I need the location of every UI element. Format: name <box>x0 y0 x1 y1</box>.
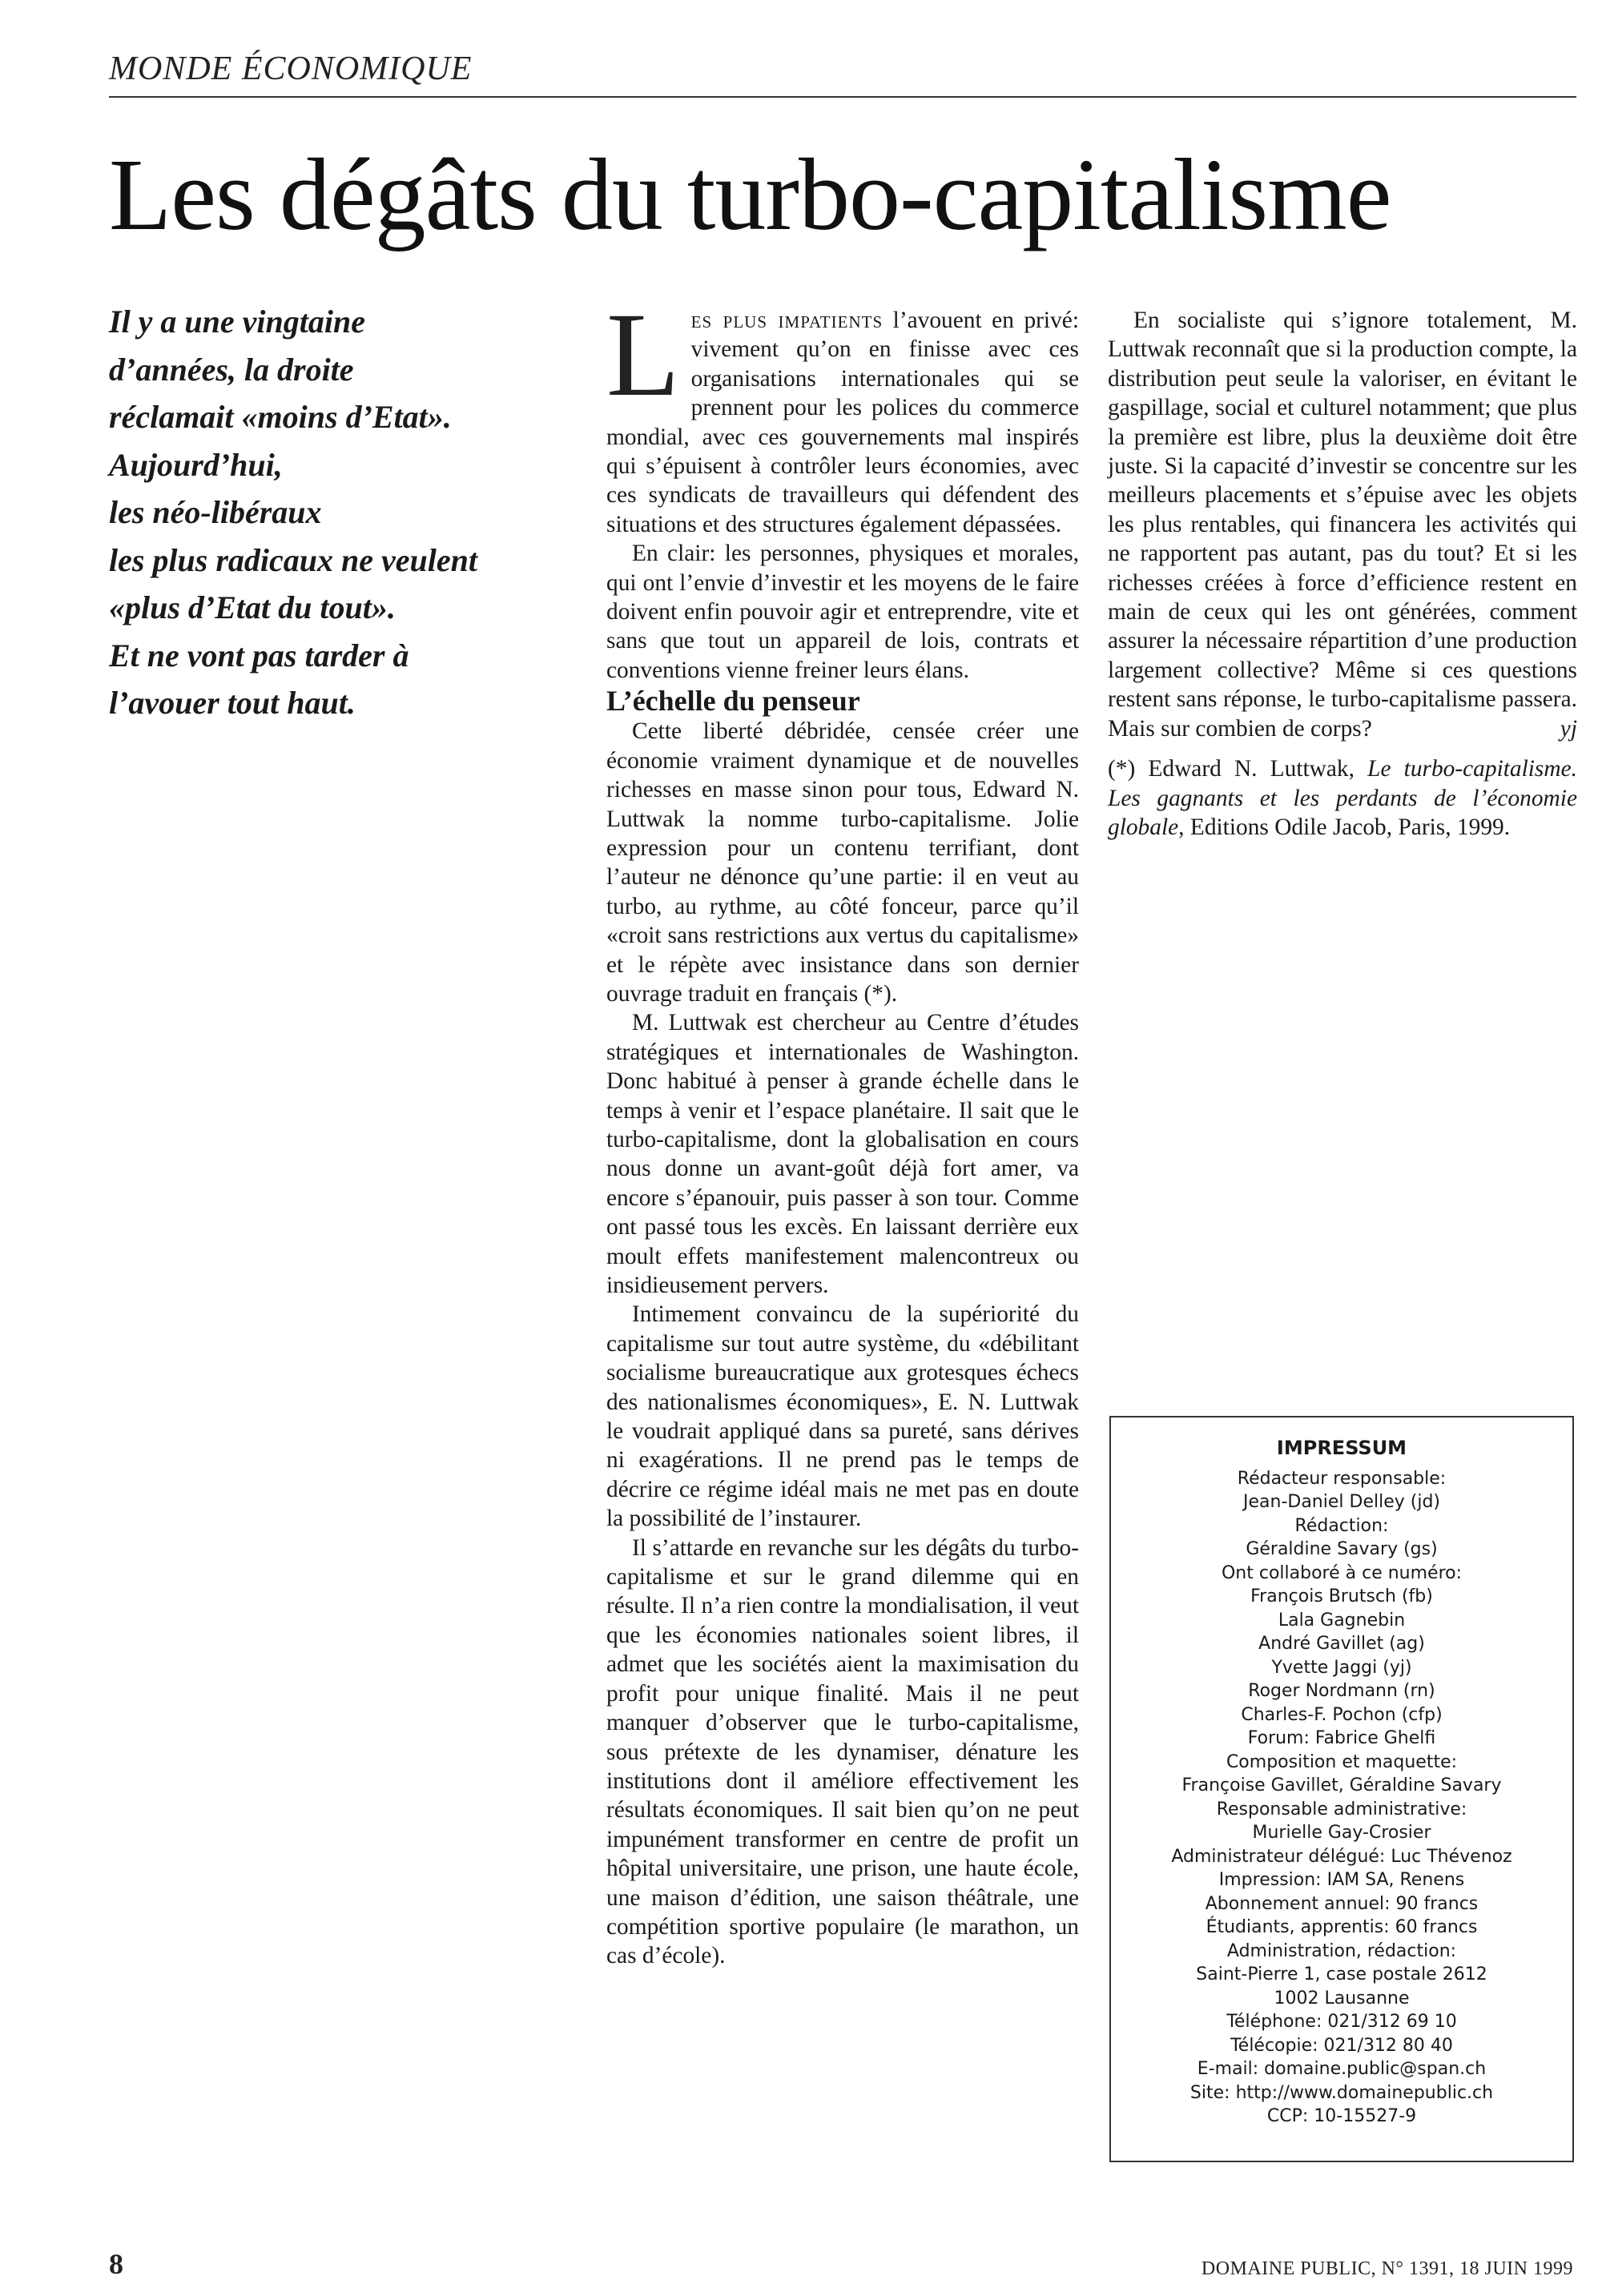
lede-line: Aujourd’hui, <box>109 446 283 483</box>
impressum-line: Françoise Gavillet, Géraldine Savary <box>1181 1775 1502 1795</box>
impressum-line: Rédaction: <box>1294 1515 1389 1536</box>
impressum-line: Saint-Pierre 1, case postale 2612 <box>1196 1964 1487 1984</box>
impressum-line: Composition et maquette: <box>1226 1751 1458 1772</box>
impressum-line: Yvette Jaggi (yj) <box>1271 1657 1412 1678</box>
impressum-box <box>1109 1416 1574 2162</box>
impressum-line: Téléphone: 021/312 69 10 <box>1226 2012 1457 2032</box>
paragraph: Intimement convaincu de la supériorité du capitalisme sur tout autre système, du «débilitant socialisme bureaucratique aux grotesques échecs des nationalismes économiques», E. N. Luttwak le voudrait appliqué dans sa pureté, sans dérives ni exagérations. Il ne prend pas le temps de décrire ce régime idéal mais ne met pas en doute la possibilité de l’instaurer. <box>606 1301 1079 1532</box>
impressum-website[interactable]: Site: http://www.domainepublic.ch <box>1189 2082 1494 2103</box>
impressum-line: Abonnement annuel: 90 francs <box>1205 1893 1479 1914</box>
section-label: MONDE ÉCONOMIQUE <box>109 50 473 87</box>
impressum-line: Murielle Gay-Crosier <box>1252 1823 1431 1843</box>
drop-cap: L <box>606 288 680 421</box>
lede-line: l’avouer tout haut. <box>109 685 356 721</box>
lede <box>109 298 590 727</box>
impressum-line: CCP: 10-15527-9 <box>1266 2106 1417 2126</box>
impressum-line: André Gavillet (ag) <box>1258 1634 1425 1654</box>
impressum-line: Télécopie: 021/312 80 40 <box>1230 2035 1453 2056</box>
footnote-text: (*) Edward N. Luttwak, <box>1108 756 1368 782</box>
impressum-line: Responsable administrative: <box>1216 1799 1467 1820</box>
paragraph: Cette liberté débridée, censée créer une économie vraiment dynamique et de nouvelles richesses en masse sinon pour tous, Edward N. Luttwak la nomme turbo-capitalisme. Jolie expression pour un contenu terrifiant, dont l’auteur ne dénonce qu’une partie: il en veut au turbo, au rythme, au côté fonceur, parce qu’il «croit sans restrictions aux vertus du capitalisme» et le répète avec insistance dans son dernier ouvrage traduit en français (*). <box>606 718 1079 1007</box>
impressum-line: Lala Gagnebin <box>1278 1610 1406 1631</box>
issue-info: DOMAINE PUBLIC, N° 1391, 18 JUIN 1999 <box>1201 2258 1573 2279</box>
footnote-publisher: , Editions Odile Jacob, Paris, 1999. <box>1178 814 1511 840</box>
impressum-line: Jean-Daniel Delley (jd) <box>1243 1492 1440 1512</box>
lede-line: d’années, la droite <box>109 351 354 388</box>
lede-line: les néo-libéraux <box>109 494 322 530</box>
lede-line: Et ne vont pas tarder à <box>109 637 409 674</box>
intro-text: l’avouent en privé: vivement qu’on en finisse avec ces organisations internationales qui se prennent pour les polices du commerce mondial, avec ces gouvernements mal inspirés qui s’épuisent à contrôler leurs économies, avec ces syndicats de travailleurs qui défendent des situations et des structures également dépassées. <box>606 308 1080 537</box>
paragraph <box>1108 306 1577 743</box>
impressum-line: François Brutsch (fb) <box>1250 1586 1433 1606</box>
article-column-2 <box>1108 306 1577 842</box>
paragraph-text: En socialiste qui s’ignore totalement, M. Luttwak reconnaît que si la production compte, la distribution peut seule la valoriser, en évitant le gaspillage, social et culturel notamment; que plus la première est libre, plus la deuxième doit être juste. Si la capacité d’investir se concentre sur les meilleurs placements et s’épuise avec les objets les plus rentables, qui financera les activités qui ne rapportent pas autant, pas du tout? Et si les richesses créées à force d’efficience restent en main de ceux qui les ont générées, comment assurer la nécessaire répartition d’une production largement collective? Même si ces questions restent sans réponse, le turbo-capitalisme passera. Mais sur combien de corps? <box>1108 308 1577 742</box>
article-title: Les dégâts du turbo-capitalisme <box>109 138 1391 251</box>
impressum-line: Rédacteur responsable: <box>1237 1468 1447 1489</box>
intro-small-caps: es plus impatients <box>690 308 884 333</box>
impressum-line: Impression: IAM SA, Renens <box>1218 1870 1465 1890</box>
impressum-line: Forum: Fabrice Ghelfi <box>1247 1728 1436 1748</box>
impressum-line: Administrateur délégué: Luc Thévenoz <box>1171 1846 1512 1867</box>
impressum-line: Administration, rédaction: <box>1226 1940 1457 1961</box>
impressum-line: Géraldine Savary (gs) <box>1246 1539 1438 1559</box>
lede-line: les plus radicaux ne veulent <box>109 541 478 578</box>
subheading: L’échelle du penseur <box>606 685 860 718</box>
page-number: 8 <box>109 2248 123 2280</box>
author-signature: yj <box>1560 715 1577 742</box>
impressum-line: Étudiants, apprentis: 60 francs <box>1206 1917 1478 1937</box>
paragraph: En clair: les personnes, physiques et morales, qui ont l’envie d’investir et les moyens de le faire doivent enfin pouvoir agir et entreprendre, vite et sans que tout un appareil de lois, contrats et conventions vienne freiner leurs élans. <box>606 541 1079 683</box>
lede-line: «plus d’Etat du tout». <box>109 589 396 625</box>
impressum-title: IMPRESSUM <box>1276 1437 1407 1459</box>
footnote-book-title: Le turbo-capitalisme. Les gagnants et les perdants de l’économie globale <box>1108 756 1577 840</box>
impressum-line: 1002 Lausanne <box>1274 1988 1410 2008</box>
header-rule <box>109 96 1576 98</box>
lede-line: réclamait «moins d’Etat». <box>109 399 452 435</box>
impressum-line: Charles-F. Pochon (cfp) <box>1241 1704 1443 1725</box>
footnote <box>1108 754 1577 842</box>
paragraph-intro <box>606 288 1080 539</box>
paragraph-continued: Il s’attarde en revanche sur les dégâts du turbo-capitalisme et sur le grand dilemme qui en résulte. Il n’a rien contre la mondialisation, il veut que les économies nationales soient libres, il admet que les sociétés aient la maximisation du profit pour unique finalité. Mais il ne peut manquer d’observer que le turbo-capitalisme, sous prétexte de les dynamiser, dénature les institutions dont il améliore effectivement les résultats économiques. Il sait bien qu’on ne peut impunément transformer en centre de profit un hôpital universitaire, une prison, une haute école, une maison d’édition, une saison théâtrale, une compétition sportive populaire (le marathon, un cas d’école). <box>606 1534 1079 1969</box>
impressum-line: Roger Nordmann (rn) <box>1248 1681 1435 1701</box>
impressum-line: Ont collaboré à ce numéro: <box>1221 1562 1463 1583</box>
impressum-email[interactable]: E-mail: domaine.public@span.ch <box>1197 2059 1487 2079</box>
paragraph: M. Luttwak est chercheur au Centre d’études stratégiques et internationales de Washington. Donc habitué à penser à grande échelle dans le temps à venir et l’espace planétaire. Il sait que le turbo-capitalisme, dont la globalisation en cours nous donne un avant-goût déjà fort amer, va encore s’épanouir, puis passer à son tour. Comme ont passé tous les excès. En laissant derrière eux moult effets manifestement malencontreux ou insidieusement pervers. <box>606 1010 1079 1298</box>
article-column-1 <box>606 288 1080 1971</box>
lede-line: Il y a une vingtaine <box>109 304 366 340</box>
